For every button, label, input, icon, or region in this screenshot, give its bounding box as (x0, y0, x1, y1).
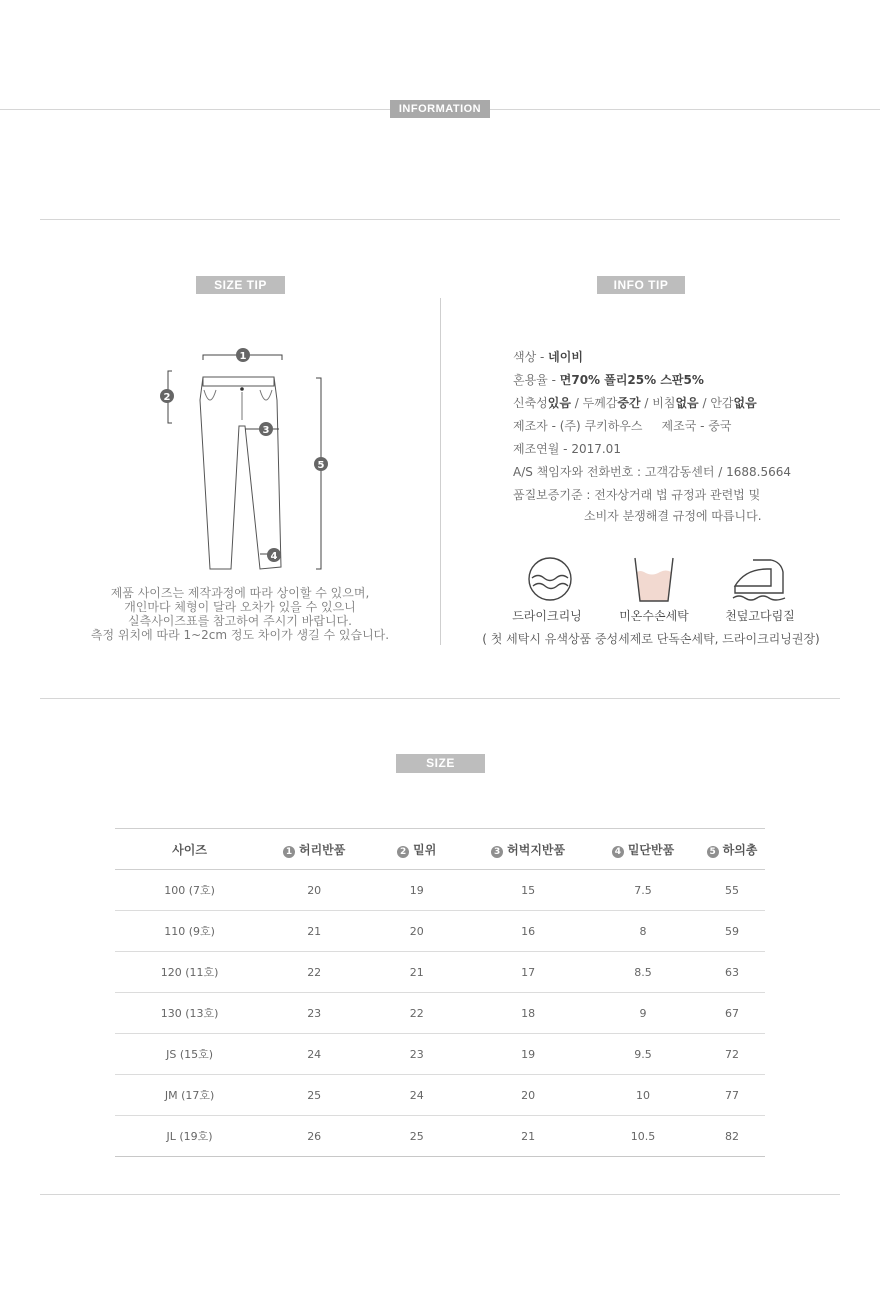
cell-rise: 22 (364, 993, 469, 1034)
color-value: 네이비 (548, 350, 583, 364)
color-label: 색상 - (513, 350, 549, 364)
waistband (203, 377, 274, 386)
table-row (115, 993, 765, 1034)
info-tip-tag: INFO TIP (597, 276, 685, 294)
header-label: 허리반품 (299, 842, 346, 857)
header-waist (264, 829, 364, 870)
header-label: 밑단반품 (627, 842, 675, 857)
cell-hem: 10 (587, 1075, 699, 1116)
thickness-value: 중간 (617, 396, 641, 410)
maker-line: 제조자 - (주) 쿠키하우스 제조국 - 중국 (513, 419, 732, 433)
cell-length: 72 (699, 1034, 765, 1075)
iron-with-cloth-icon (731, 556, 787, 604)
cell-length: 59 (699, 911, 765, 952)
column-divider (440, 298, 441, 645)
header-num: 1 (283, 846, 295, 858)
cell-waist: 20 (264, 870, 364, 911)
cell-size: JS (15호) (115, 1034, 264, 1075)
table-row (115, 870, 765, 911)
sheer-value: 없음 (675, 396, 699, 410)
size-tip-note (60, 586, 420, 642)
marker-3-label: 3 (262, 425, 270, 436)
fabric-feel-line (513, 392, 791, 415)
size-tag: SIZE (396, 754, 485, 773)
stretch-value: 있음 (547, 396, 571, 410)
marker-5-label: 5 (317, 460, 325, 471)
header-rise (364, 829, 469, 870)
as-line: A/S 책임자와 전화번호 : 고객감동센터 / 1688.5664 (513, 465, 792, 479)
cell-length: 67 (699, 993, 765, 1034)
blend-value: 면70% 폴리25% 스판5% (559, 373, 704, 387)
size-note-line: 개인마다 체형이 달라 오차가 있을 수 있으니 (124, 600, 356, 614)
blend-line (513, 369, 791, 392)
header-num: 5 (707, 846, 719, 858)
info-tip-details (513, 346, 791, 525)
dry-clean-icon (526, 556, 574, 602)
color-line (513, 346, 791, 369)
left-pocket (204, 390, 216, 400)
cell-waist: 23 (264, 993, 364, 1034)
cell-rise: 25 (364, 1116, 469, 1157)
bottom-divider (40, 1194, 840, 1195)
care-label-hand-wash: 미온수손세탁 (619, 609, 689, 623)
cell-length: 82 (699, 1116, 765, 1157)
cell-length: 77 (699, 1075, 765, 1116)
lining-value: 없음 (733, 396, 757, 410)
cell-rise: 20 (364, 911, 469, 952)
cell-size: JM (17호) (115, 1075, 264, 1116)
cell-hem: 7.5 (587, 870, 699, 911)
cell-rise: 19 (364, 870, 469, 911)
size-note-line: 실측사이즈표를 참고하여 주시기 바랍니다. (128, 614, 352, 628)
cell-size: 110 (9호) (115, 911, 264, 952)
cell-thigh: 20 (469, 1075, 587, 1116)
cell-size: JL (19호) (115, 1116, 264, 1157)
sheer-label: / 비침 (640, 396, 676, 410)
header-label: 허벅지반품 (507, 842, 566, 857)
marker-2-label: 2 (163, 392, 171, 403)
cell-length: 55 (699, 870, 765, 911)
cell-rise: 21 (364, 952, 469, 993)
care-label-dry-clean: 드라이크리닝 (512, 609, 582, 623)
cell-waist: 26 (264, 1116, 364, 1157)
cell-rise: 24 (364, 1075, 469, 1116)
cell-thigh: 19 (469, 1034, 587, 1075)
cell-rise: 23 (364, 1034, 469, 1075)
right-pocket (260, 390, 272, 400)
cell-thigh: 15 (469, 870, 587, 911)
pants-outline (200, 377, 281, 569)
care-note: ( 첫 세탁시 유색상품 중성세제로 단독손세탁, 드라이크리닝권장) (482, 632, 820, 646)
cell-thigh: 16 (469, 911, 587, 952)
header-label: 하의총 (722, 842, 758, 857)
pants-measurement-diagram (150, 340, 340, 580)
section-divider (40, 698, 840, 699)
cell-thigh: 18 (469, 993, 587, 1034)
cell-hem: 8 (587, 911, 699, 952)
table-row (115, 911, 765, 952)
warranty-line-2: 소비자 분쟁해결 규정에 따릅니다. (584, 509, 762, 523)
length-measure-line (316, 378, 321, 569)
hand-wash-icon (632, 556, 676, 604)
size-note-line: 제품 사이즈는 제작과정에 따라 상이할 수 있으며, (110, 586, 370, 600)
cell-length: 63 (699, 952, 765, 993)
lining-label: / 안감 (698, 396, 734, 410)
cell-thigh: 17 (469, 952, 587, 993)
header-num: 2 (397, 846, 409, 858)
cell-waist: 22 (264, 952, 364, 993)
cell-hem: 8.5 (587, 952, 699, 993)
cell-size: 130 (13호) (115, 993, 264, 1034)
information-tag: INFORMATION (390, 100, 490, 118)
table-row (115, 1116, 765, 1157)
header-size (115, 829, 264, 870)
table-row (115, 1075, 765, 1116)
cell-hem: 9.5 (587, 1034, 699, 1075)
marker-1-label: 1 (239, 351, 247, 362)
header-num: 4 (612, 846, 624, 858)
size-table (115, 828, 765, 1157)
care-label-iron: 천덮고다림질 (725, 609, 795, 623)
marker-4-label: 4 (270, 551, 278, 562)
button (240, 387, 244, 391)
cell-size: 100 (7호) (115, 870, 264, 911)
cell-thigh: 21 (469, 1116, 587, 1157)
cell-waist: 24 (264, 1034, 364, 1075)
header-label: 사이즈 (172, 842, 207, 857)
section-divider (40, 219, 840, 220)
header-label: 밑위 (413, 842, 437, 857)
size-note-line: 측정 위치에 따라 1~2cm 정도 차이가 생길 수 있습니다. (90, 628, 390, 642)
table-row (115, 1034, 765, 1075)
header-length (699, 829, 765, 870)
thickness-label: / 두께감 (570, 396, 618, 410)
cell-size: 120 (11호) (115, 952, 264, 993)
size-table-header (115, 829, 765, 870)
size-tip-tag: SIZE TIP (196, 276, 285, 294)
table-row (115, 952, 765, 993)
warranty-line: 품질보증기준 : 전자상거래 법 규정과 관련법 및 (513, 488, 761, 502)
header-num: 3 (491, 846, 503, 858)
header-hem (587, 829, 699, 870)
stretch-label: 신축성 (513, 396, 548, 410)
cell-hem: 10.5 (587, 1116, 699, 1157)
date-line: 제조연월 - 2017.01 (513, 442, 621, 456)
header-thigh (469, 829, 587, 870)
cell-waist: 21 (264, 911, 364, 952)
blend-label: 혼용율 - (513, 373, 560, 387)
cell-hem: 9 (587, 993, 699, 1034)
cell-waist: 25 (264, 1075, 364, 1116)
